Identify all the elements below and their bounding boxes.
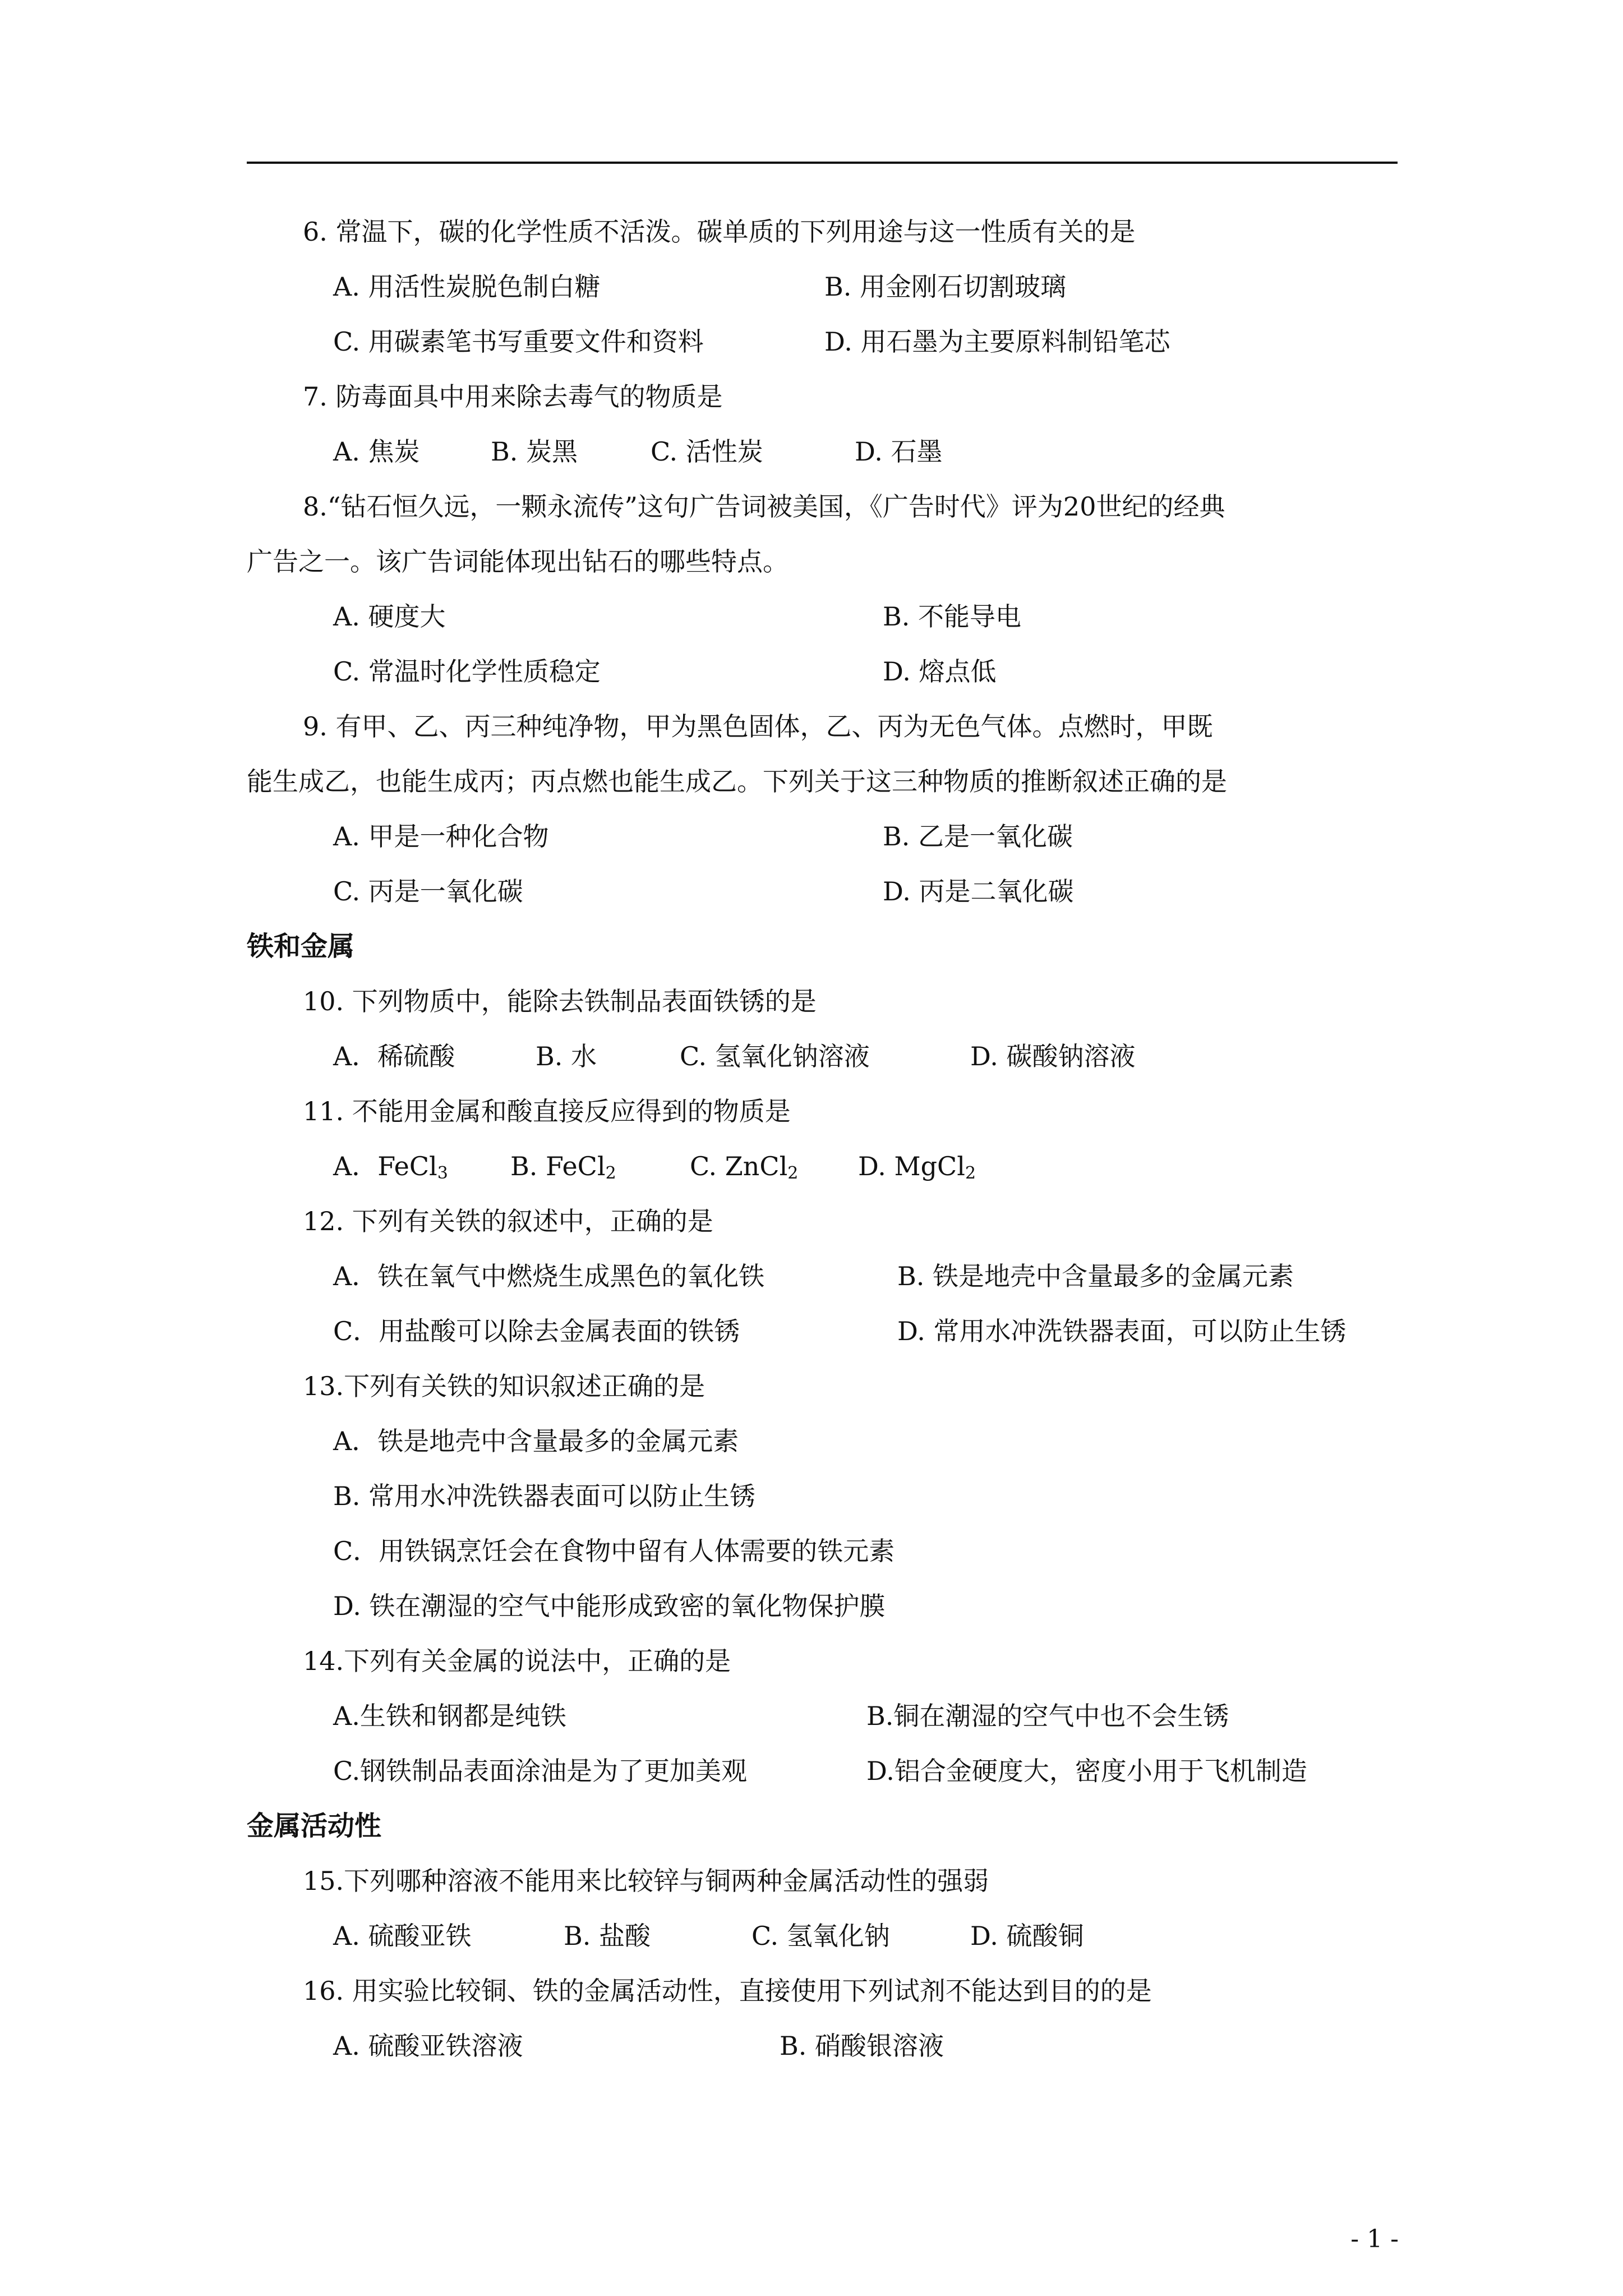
q12-stem: 12. 下列有关铁的叙述中，正确的是	[303, 1206, 713, 1236]
q14-option-b: B.铜在潮湿的空气中也不会生锈	[866, 1701, 1229, 1731]
q6-option-d: D. 用石墨为主要原料制铅笔芯	[824, 326, 1170, 357]
q11-option-c: C. ZnCl$_2$	[690, 1151, 799, 1183]
q8-option-b: B. 不能导电	[883, 601, 1022, 632]
q10-option-d: D. 碳酸钠溶液	[970, 1041, 1136, 1071]
q16-option-a: A. 硫酸亚铁溶液	[333, 2031, 523, 2061]
q12-option-c: C．用盐酸可以除去金属表面的铁锈	[333, 1316, 740, 1346]
q15-option-c: C. 氢氧化钠	[751, 1921, 890, 1951]
q15-option-d: D. 硫酸铜	[970, 1921, 1084, 1951]
q13-stem: 13.下列有关铁的知识叙述正确的是	[303, 1371, 706, 1401]
section-heading-iron-metals: 铁和金属	[247, 931, 355, 962]
q11-option-d: D. MgCl$_2$	[858, 1151, 976, 1183]
q14-option-d: D.铝合金硬度大，密度小用于飞机制造	[866, 1756, 1307, 1786]
q6-option-b: B. 用金刚石切割玻璃	[824, 272, 1067, 302]
page-number: - 1 -	[1350, 2225, 1399, 2253]
q13-option-b: B. 常用水冲洗铁器表面可以防止生锈	[333, 1481, 756, 1511]
q10-option-c: C. 氢氧化钠溶液	[680, 1041, 870, 1071]
q12-option-b: B. 铁是地壳中含量最多的金属元素	[897, 1261, 1294, 1291]
q14-stem: 14.下列有关金属的说法中，正确的是	[303, 1646, 731, 1676]
q15-option-b: B. 盐酸	[564, 1921, 651, 1951]
q8-option-c: C. 常温时化学性质稳定	[333, 656, 601, 687]
q13-option-d: D. 铁在潮湿的空气中能形成致密的氧化物保护膜	[333, 1591, 886, 1621]
q10-stem: 10. 下列物质中，能除去铁制品表面铁锈的是	[303, 986, 817, 1016]
q7-option-d: D. 石墨	[855, 436, 943, 467]
q7-option-c: C. 活性炭	[651, 436, 763, 467]
q9-stem-line1: 9. 有甲、乙、丙三种纯净物，甲为黑色固体，乙、丙为无色气体。点燃时，甲既	[303, 711, 1213, 742]
q8-option-a: A. 硬度大	[333, 601, 446, 632]
q16-stem: 16. 用实验比较铜、铁的金属活动性，直接使用下列试剂不能达到目的的是	[303, 1976, 1152, 2006]
q6-option-a: A. 用活性炭脱色制白糖	[333, 272, 601, 302]
q14-option-c: C.钢铁制品表面涂油是为了更加美观	[333, 1756, 748, 1786]
q13-option-c: C．用铁锅烹饪会在食物中留有人体需要的铁元素	[333, 1536, 895, 1566]
q10-option-a: A．稀硫酸	[333, 1041, 455, 1071]
q9-option-a: A. 甲是一种化合物	[333, 821, 549, 852]
q9-option-b: B. 乙是一氧化碳	[883, 821, 1073, 852]
q11-option-a: A．FeCl$_3$	[333, 1151, 448, 1183]
q7-option-b: B. 炭黑	[491, 436, 578, 467]
q8-stem-line1: 8.“钻石恒久远，一颗永流传”这句广告词被美国，《广告时代》评为20世纪的经典	[303, 491, 1225, 522]
q12-option-d: D. 常用水冲洗铁器表面，可以防止生锈	[897, 1316, 1347, 1346]
q9-option-d: D. 丙是二氧化碳	[883, 876, 1074, 907]
q12-option-a: A．铁在氧气中燃烧生成黑色的氧化铁	[333, 1261, 765, 1291]
q9-stem-line2: 能生成乙，也能生成丙；丙点燃也能生成乙。下列关于这三种物质的推断叙述正确的是	[247, 766, 1227, 797]
q11-stem: 11. 不能用金属和酸直接反应得到的物质是	[303, 1096, 791, 1126]
q11-option-b: B. FeCl$_2$	[510, 1151, 616, 1183]
q14-option-a: A.生铁和钢都是纯铁	[333, 1701, 566, 1731]
q6-option-c: C. 用碳素笔书写重要文件和资料	[333, 326, 704, 357]
q16-option-b: B. 硝酸银溶液	[780, 2031, 944, 2061]
q15-stem: 15.下列哪种溶液不能用来比较锌与铜两种金属活动性的强弱	[303, 1866, 989, 1896]
q6-stem: 6. 常温下，碳的化学性质不活泼。碳单质的下列用途与这一性质有关的是	[303, 217, 1136, 247]
q8-option-d: D. 熔点低	[883, 656, 997, 687]
section-heading-metal-activity: 金属活动性	[247, 1810, 382, 1842]
q15-option-a: A. 硫酸亚铁	[333, 1921, 472, 1951]
q8-stem-line2: 广告之一。该广告词能体现出钻石的哪些特点。	[247, 546, 789, 577]
q10-option-b: B. 水	[536, 1041, 597, 1071]
header-rule	[247, 162, 1398, 164]
q7-stem: 7. 防毒面具中用来除去毒气的物质是	[303, 381, 723, 412]
q13-option-a: A．铁是地壳中含量最多的金属元素	[333, 1426, 739, 1456]
q7-option-a: A. 焦炭	[333, 436, 420, 467]
q9-option-c: C. 丙是一氧化碳	[333, 876, 523, 907]
